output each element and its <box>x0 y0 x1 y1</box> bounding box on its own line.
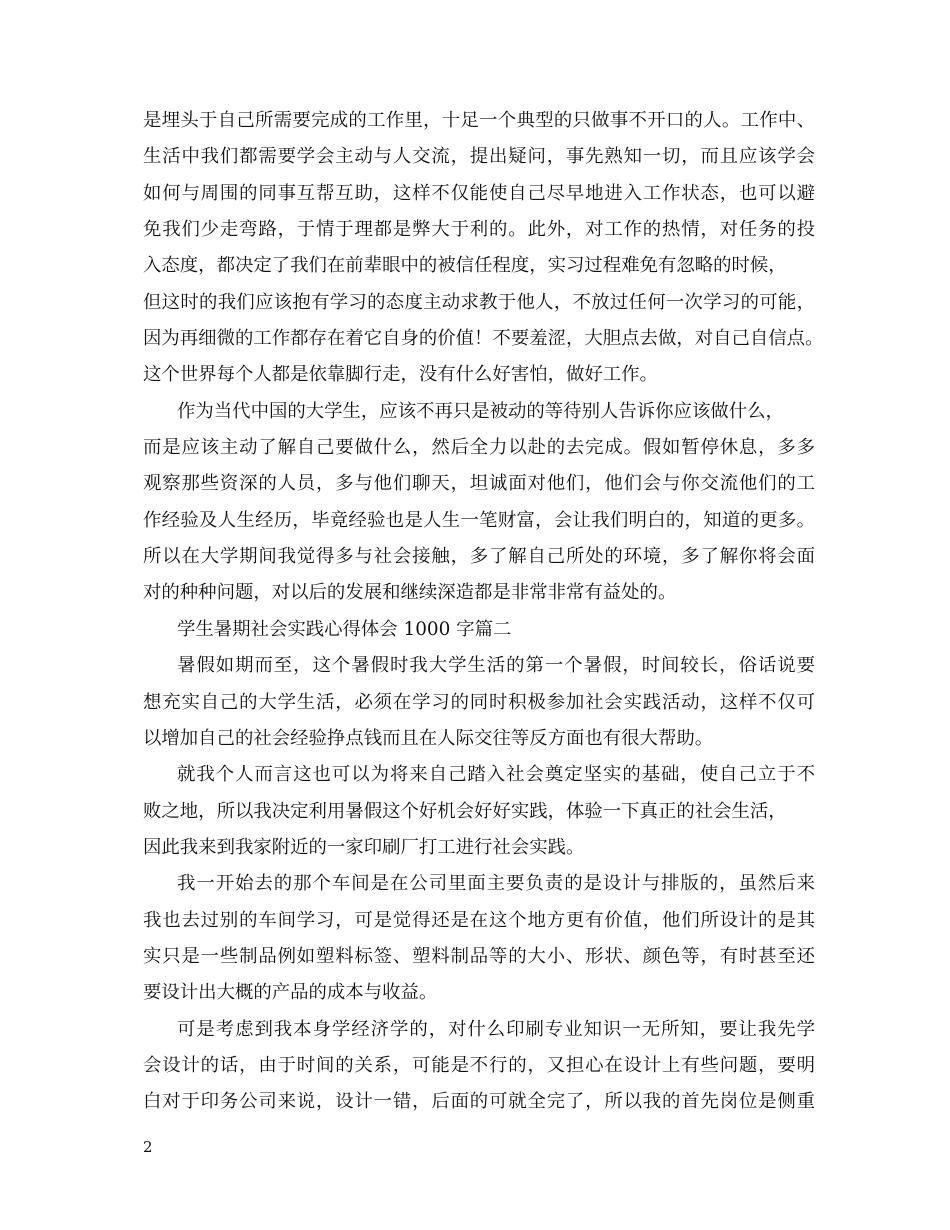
text-line: 我也去过别的车间学习，可是觉得还是在这个地方更有价值，他们所设计的是其 <box>143 909 815 931</box>
text-line: 所以在大学期间我觉得多与社会接触，多了解自己所处的环境，多了解你将会面 <box>143 546 815 568</box>
body-text <box>143 103 824 1121</box>
text-line: 免我们少走弯路，于情于理都是弊大于利的。此外，对工作的热情，对任务的投 <box>143 219 815 241</box>
text-line: 入态度，都决定了我们在前辈眼中的被信任程度，实习过程难免有忽略的时候， <box>143 255 787 277</box>
text-line: 而是应该主动了解自己要做什么，然后全力以赴的去完成。假如暂停休息，多多 <box>143 437 815 459</box>
text-line: 因此我来到我家附近的一家印刷厂打工进行社会实践。 <box>143 836 585 858</box>
text-line: 以增加自己的社会经验挣点钱而且在人际交往等反方面也有很大帮助。 <box>143 727 714 749</box>
page-number: 2 <box>143 1138 153 1156</box>
text-line: 就我个人而言这也可以为将来自己踏入社会奠定坚实的基础，使自己立于不 <box>177 764 815 786</box>
text-line: 生活中我们都需要学会主动与人交流，提出疑问，事先熟知一切，而且应该学会 <box>143 146 815 168</box>
text-line: 可是考虑到我本身学经济学的，对什么印刷专业知识一无所知，要让我先学 <box>177 1018 815 1040</box>
text-line: 要设计出大概的产品的成本与收益。 <box>143 982 438 1004</box>
text-line: 我一开始去的那个车间是在公司里面主要负责的是设计与排版的，虽然后来 <box>177 873 815 895</box>
text-line: 观察那些资深的人员，多与他们聊天，坦诚面对他们，他们会与你交流他们的工 <box>143 473 815 495</box>
text-line: 学生暑期社会实践心得体会 1000 字篇二 <box>177 618 512 640</box>
text-line: 想充实自己的大学生活，必须在学习的同时积极参加社会实践活动，这样不仅可 <box>143 691 815 713</box>
text-line: 这个世界每个人都是依靠脚行走，没有什么好害怕，做好工作。 <box>143 364 658 386</box>
text-line: 但这时的我们应该抱有学习的态度主动求教于他人，不放过任何一次学习的可能， <box>143 291 815 313</box>
text-line: 会设计的话，由于时间的关系，可能是不行的，又担心在设计上有些问题，要明 <box>143 1054 815 1076</box>
text-line: 是埋头于自己所需要完成的工作里，十足一个典型的只做事不开口的人。工作中、 <box>143 110 815 131</box>
text-line: 暑假如期而至，这个暑假时我大学生活的第一个暑假，时间较长，俗话说要 <box>177 655 815 677</box>
text-line: 作为当代中国的大学生，应该不再只是被动的等待别人告诉你应该做什么， <box>177 400 784 422</box>
text-line: 如何与周围的同事互帮互助，这样不仅能使自己尽早地进入工作状态，也可以避 <box>143 182 815 204</box>
text-line: 因为再细微的工作都存在着它自身的价值！不要羞涩，大胆点去做，对自己自信点。 <box>143 328 824 350</box>
text-line: 作经验及人生经历，毕竟经验也是人生一笔财富，会让我们明白的，知道的更多。 <box>143 509 815 531</box>
text-line: 对的种种问题，对以后的发展和继续深造都是非常非常有益处的。 <box>143 582 677 604</box>
text-line: 白对于印务公司来说，设计一错，后面的可就全完了，所以我的首先岗位是侧重 <box>143 1091 815 1113</box>
text-line: 败之地，所以我决定利用暑假这个好机会好好实践，体验一下真正的社会生活， <box>143 800 787 822</box>
text-line: 实只是一些制品例如塑料标签、塑料制品等的大小、形状、颜色等，有时甚至还 <box>143 945 815 967</box>
